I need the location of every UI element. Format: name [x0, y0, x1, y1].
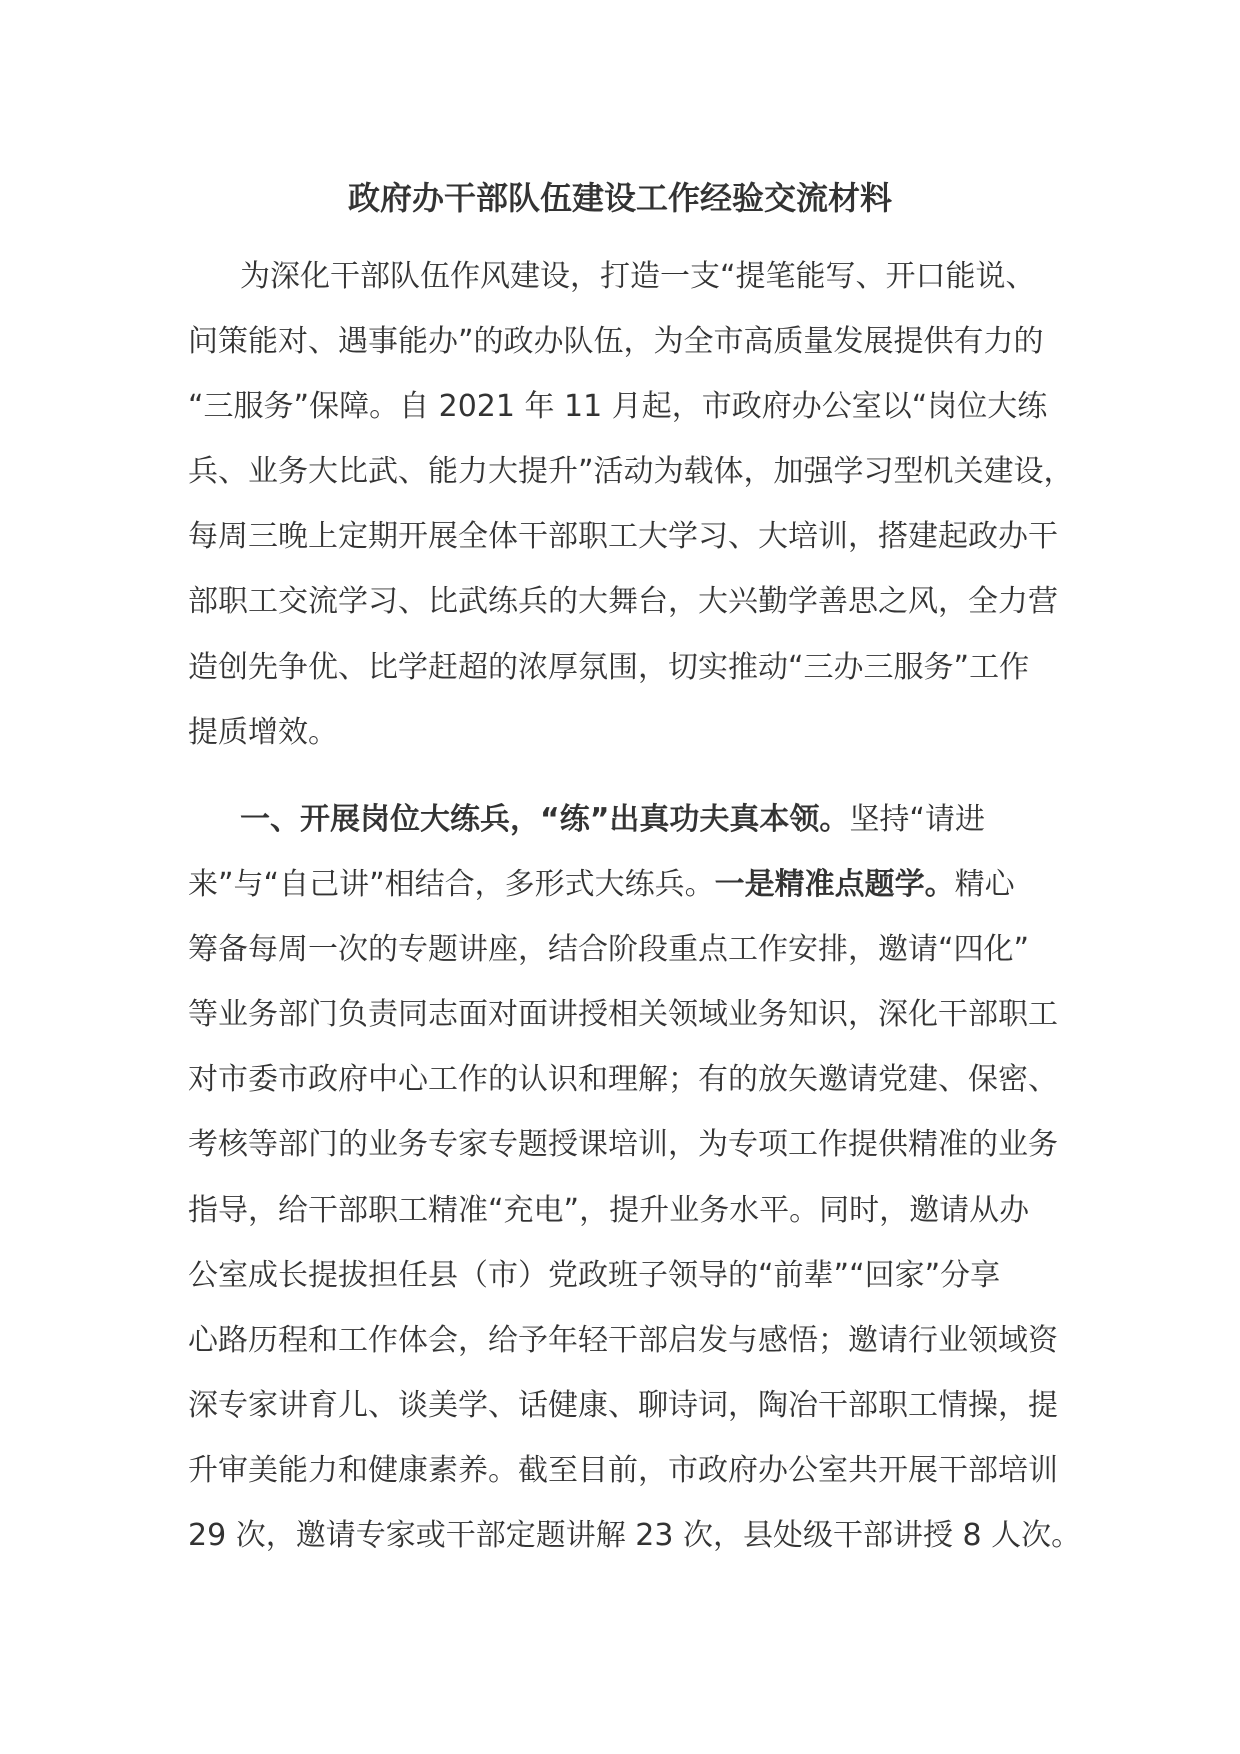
subsection-heading: 一是精准点题学。: [714, 867, 955, 903]
paragraph-line: 深专家讲育儿、谈美学、话健康、聊诗词，陶冶干部职工情操，提: [188, 1387, 1058, 1423]
paragraph-line: 一、开展岗位大练兵，“练”出真功夫真本领。坚持“请进: [240, 802, 985, 837]
section-heading: 一、开展岗位大练兵，“练”出真功夫真本领。: [240, 802, 850, 837]
paragraph-line: 升审美能力和健康素养。截至目前，市政府办公室共开展干部培训: [188, 1452, 1058, 1488]
paragraph-line: 29 次，邀请专家或干部定题讲解 23 次，县处级干部讲授 8 人次。: [188, 1518, 1082, 1554]
paragraph-line: 公室成长提拔担任县（市）党政班子领导的“前辈”“回家”分享: [188, 1257, 1001, 1293]
paragraph-line: 兵、业务大比武、能力大提升”活动为载体，加强学习型机关建设，: [188, 454, 1074, 490]
paragraph-line: 等业务部门负责同志面对面讲授相关领域业务知识，深化干部职工: [188, 997, 1058, 1033]
paragraph-line: 来”与“自己讲”相结合，多形式大练兵。一是精准点题学。精心: [188, 867, 1015, 903]
paragraph-intro: [188, 244, 1074, 765]
paragraph-line: 考核等部门的业务专家专题授课培训，为专项工作提供精准的业务: [188, 1127, 1058, 1163]
paragraph-line: 提质增效。: [188, 714, 338, 750]
paragraph-line: 造创先争优、比学赶超的浓厚氛围，切实推动“三办三服务”工作: [188, 649, 1030, 685]
paragraph-line: 部职工交流学习、比武练兵的大舞台，大兴勤学善思之风，全力营: [188, 584, 1058, 620]
paragraph-section-one: [188, 787, 1082, 1568]
paragraph-line: “三服务”保障。自 2021 年 11 月起，市政府办公室以“岗位大练: [188, 389, 1048, 425]
paragraph-line: 为深化干部队伍作风建设，打造一支“提笔能写、开口能说、: [240, 259, 1036, 294]
paragraph-line: 指导，给干部职工精准“充电”，提升业务水平。同时，邀请从办: [188, 1192, 1030, 1228]
paragraph-line: 每周三晚上定期开展全体干部职工大学习、大培训，搭建起政办干: [188, 519, 1058, 555]
document-title: 政府办干部队伍建设工作经验交流材料: [347, 179, 892, 217]
paragraph-line: 问策能对、遇事能办”的政办队伍，为全市高质量发展提供有力的: [188, 324, 1044, 360]
paragraph-line: 筹备每周一次的专题讲座，结合阶段重点工作安排，邀请“四化”: [188, 932, 1030, 968]
paragraph-line: 对市委市政府中心工作的认识和理解；有的放矢邀请党建、保密、: [188, 1062, 1058, 1098]
paragraph-line: 心路历程和工作体会，给予年轻干部启发与感悟；邀请行业领域资: [188, 1322, 1058, 1358]
